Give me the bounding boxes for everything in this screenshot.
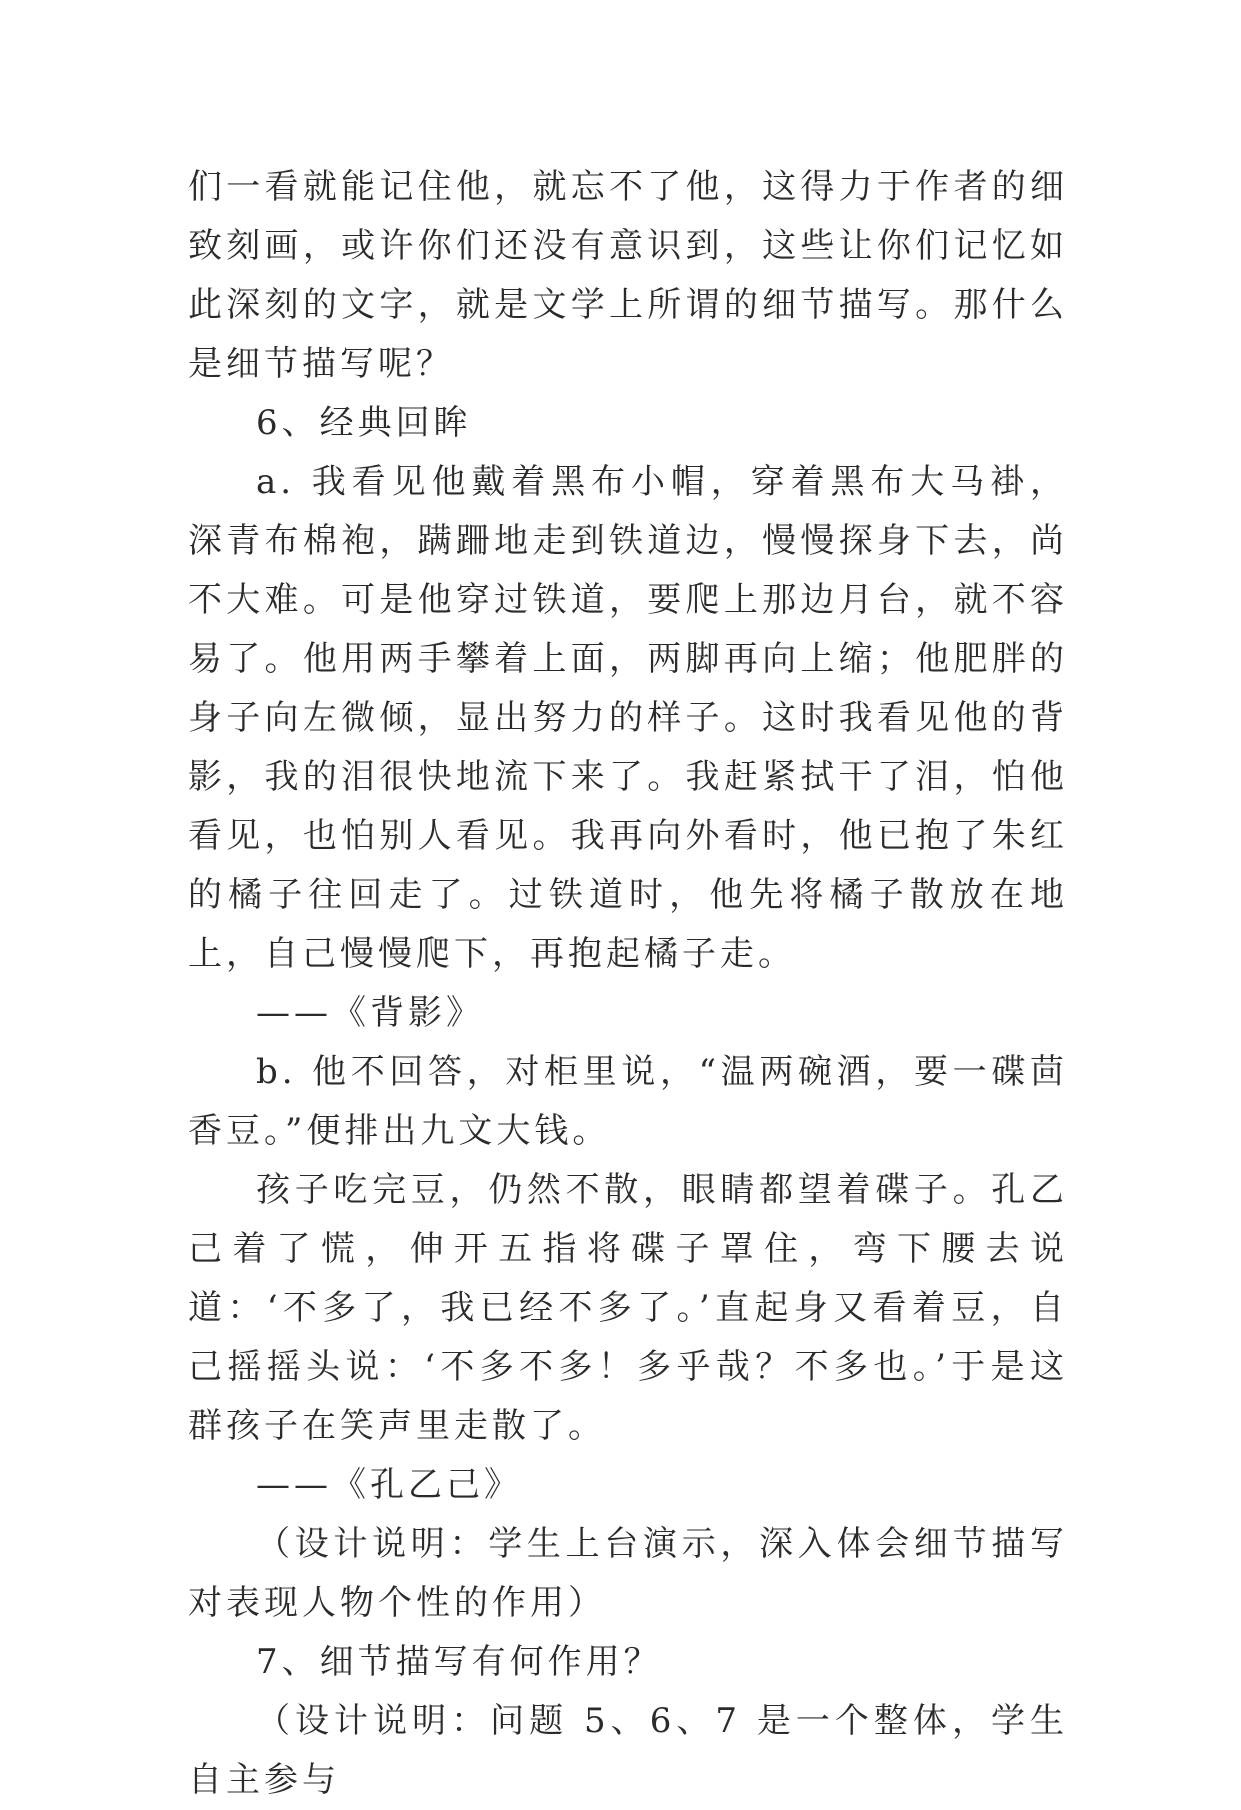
section-heading-detail-function: 7、细节描写有何作用？ bbox=[256, 1642, 662, 1682]
paragraph-continuation: 们一看就能记住他，就忘不了他，这得力于作者的细致刻画，或许你们还没有意识到，这些让你们记忆如此深刻的文字，就是文学上所谓的细节描写。那什么是细节描写呢？ bbox=[188, 167, 1068, 384]
citation-kongyiji: ——《孔乙己》 bbox=[256, 1465, 522, 1505]
section-heading-classic-review: 6、经典回眸 bbox=[256, 403, 472, 443]
citation-beiying: ——《背影》 bbox=[256, 993, 484, 1033]
document-page bbox=[188, 158, 1068, 1810]
design-note-1: （设计说明：学生上台演示，深入体会细节描写对表现人物个性的作用） bbox=[188, 1524, 1068, 1623]
excerpt-kongyiji-part1: b. 他不回答，对柜里说，“温两碗酒，要一碟茴香豆。”便排出九文大钱。 bbox=[188, 1052, 1068, 1151]
design-note-2: （设计说明：问题 5、6、7 是一个整体，学生自主参与 bbox=[188, 1701, 1068, 1800]
excerpt-beiying: a. 我看见他戴着黑布小帽，穿着黑布大马褂，深青布棉袍，蹒跚地走到铁道边，慢慢探身下去，尚不大难。可是他穿过铁道，要爬上那边月台，就不容易了。他用两手攀着上面，两脚再向上缩；他肥胖的身子向左微倾，显出努力的样子。这时我看见他的背影，我的泪很快地流下来了。我赶紧拭干了泪，怕他看见，也怕别人看见。我再向外看时，他已抱了朱红的橘子往回走了。过铁道时，他先将橘子散放在地上，自己慢慢爬下，再抱起橘子走。 bbox=[188, 462, 1068, 974]
excerpt-kongyiji-part2: 孩子吃完豆，仍然不散，眼睛都望着碟子。孔乙己着了慌，伸开五指将碟子罩住，弯下腰去说道：‘不多了，我已经不多了。’直起身又看着豆，自己摇摇头说：‘不多不多！多乎哉？不多也。’于是这群孩子在笑声里走散了。 bbox=[188, 1170, 1068, 1446]
